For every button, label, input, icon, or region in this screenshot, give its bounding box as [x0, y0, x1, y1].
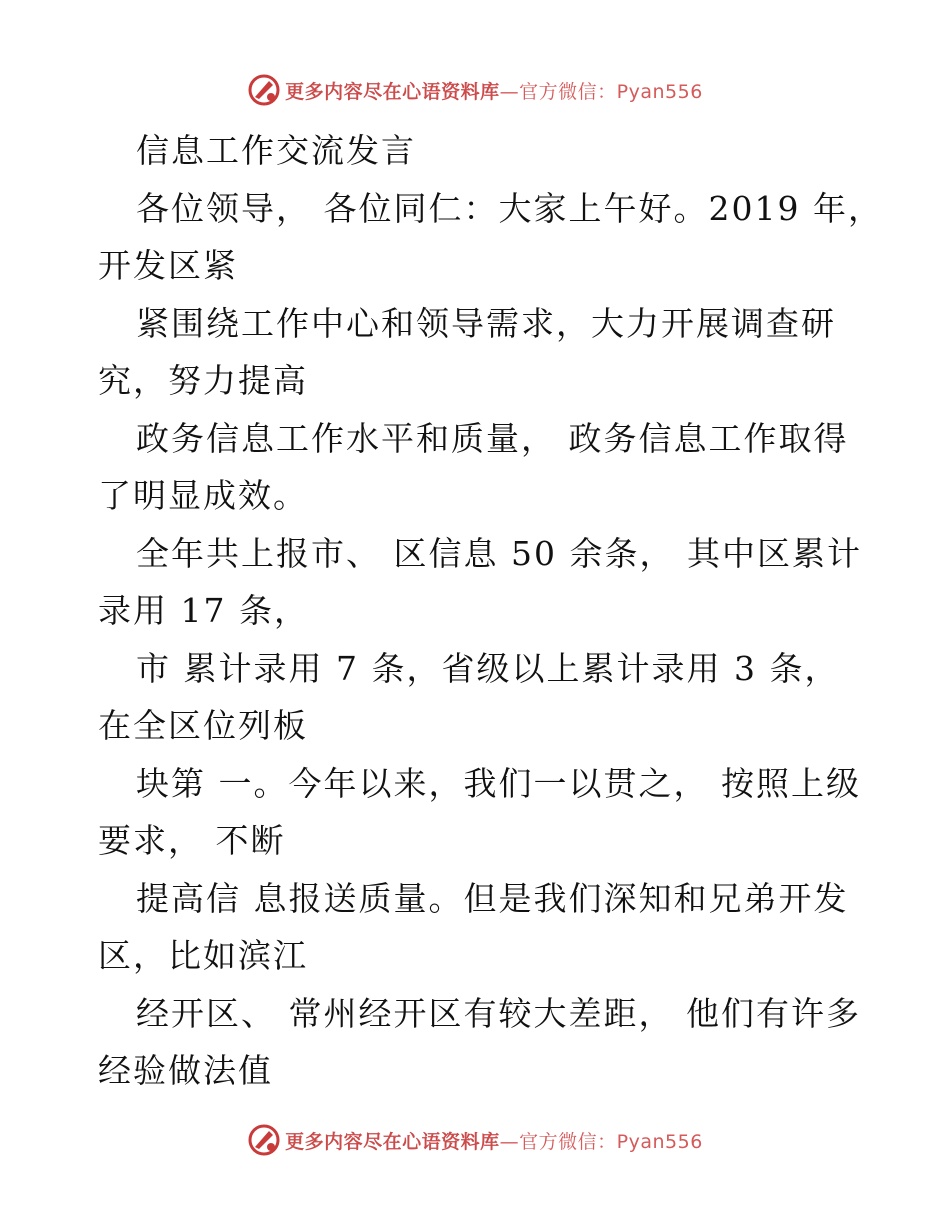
- text-line: 了明显成效。: [98, 476, 308, 515]
- text-line: 究，努力提高: [98, 361, 308, 400]
- text-line: 区，比如滨江: [98, 936, 308, 975]
- watermark-text: [285, 77, 703, 104]
- watermark-header: [0, 70, 950, 110]
- text-line: 政务信息工作水平和质量， 政务信息工作取得: [136, 418, 849, 458]
- text-line: 各位领导， 各位同仁：大家上午好。2019 年，: [136, 188, 883, 228]
- text-line: 块第 一。今年以来，我们一以贯之， 按照上级: [136, 763, 861, 803]
- text-line: 经验做法值: [98, 1051, 273, 1090]
- watermark-suffix: —官方微信：Pyan556: [499, 80, 703, 103]
- watermark-suffix: —官方微信：Pyan556: [499, 1130, 703, 1153]
- watermark-brand: 更多内容尽在心语资料库: [285, 1130, 500, 1153]
- text-line: 提高信 息报送质量。但是我们深知和兄弟开发: [136, 878, 849, 918]
- text-line: 市 累计录用 7 条，省级以上累计录用 3 条，: [136, 648, 840, 688]
- text-line: 全年共上报市、 区信息 50 余条， 其中区累计: [136, 533, 862, 573]
- document-body: [98, 122, 883, 1100]
- brand-logo-icon: [247, 1123, 281, 1157]
- brand-logo-icon: [247, 73, 281, 107]
- text-line: 在全区位列板: [98, 706, 308, 745]
- watermark-text: [285, 1127, 703, 1154]
- text-line: 信息工作交流发言: [136, 131, 416, 170]
- text-line: 经开区、 常州经开区有较大差距， 他们有许多: [136, 993, 861, 1033]
- watermark-footer: [0, 1120, 950, 1160]
- text-line: 要求， 不断: [98, 821, 286, 860]
- text-line: 开发区紧: [98, 246, 238, 285]
- text-line: 紧围绕工作中心和领导需求，大力开展调查研: [136, 303, 836, 343]
- text-line: 录用 17 条，: [98, 591, 309, 630]
- watermark-brand: 更多内容尽在心语资料库: [285, 80, 500, 103]
